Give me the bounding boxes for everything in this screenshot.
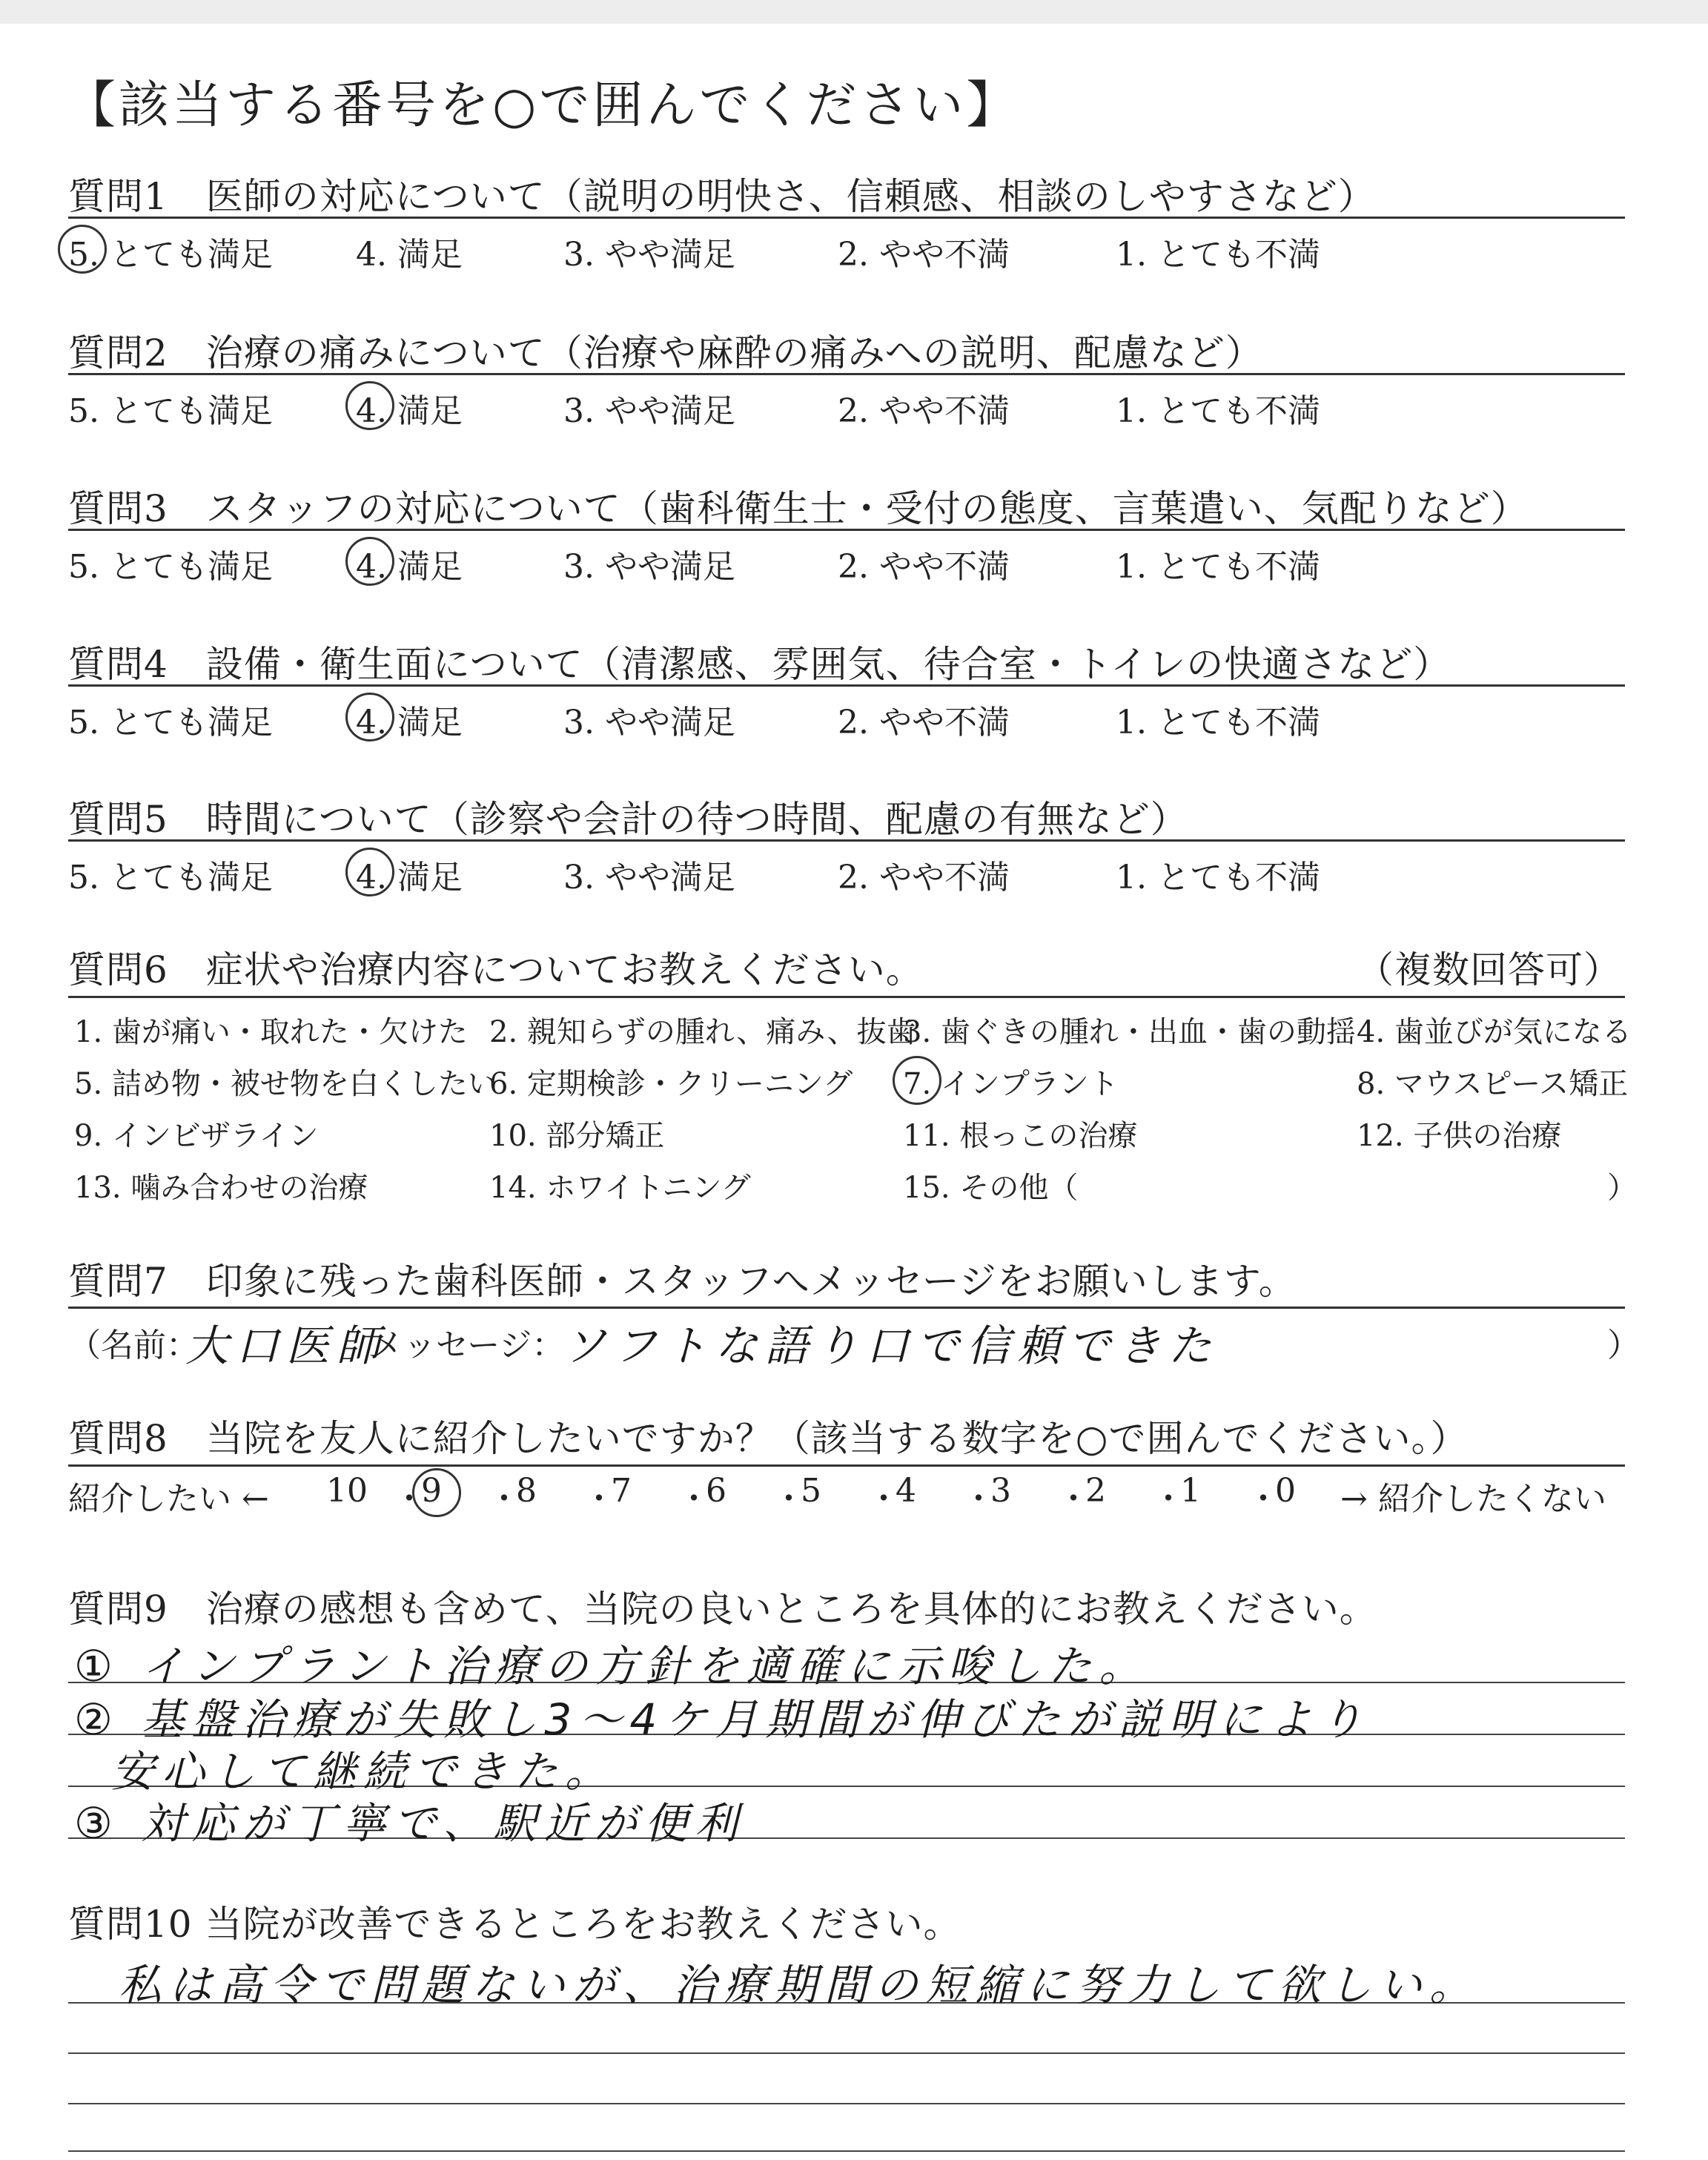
- q5-option-4[interactable]: 4. 満足: [356, 859, 463, 896]
- q2-option-4[interactable]: 4. 満足: [356, 392, 463, 430]
- q6-option-2[interactable]: 2. 親知らずの腫れ、痛み、抜歯: [489, 1015, 916, 1049]
- q2-option-3[interactable]: 3. やや満足: [563, 392, 735, 430]
- q1-option-2[interactable]: 2. やや不満: [838, 236, 1010, 274]
- q6-option-10[interactable]: 10. 部分矯正: [489, 1119, 665, 1153]
- q6-option-8[interactable]: 8. マウスピース矯正: [1357, 1067, 1629, 1101]
- q6-option-11[interactable]: 11. 根っこの治療: [903, 1119, 1138, 1153]
- q3-answer-circle: [345, 537, 394, 586]
- q9-answer-line-2: ② 基盤治療が失敗し3〜4ケ月期間が伸びたが説明により: [74, 1694, 1371, 1745]
- q2-rule: [68, 373, 1625, 375]
- q6-other-close: ）: [1607, 1171, 1637, 1205]
- q6-option-12[interactable]: 12. 子供の治療: [1357, 1119, 1562, 1153]
- q6-rule: [68, 996, 1625, 998]
- q8-rule: [68, 1464, 1625, 1467]
- q5-option-1[interactable]: 1. とても不満: [1116, 859, 1320, 896]
- q2-option-5[interactable]: 5. とても満足: [68, 392, 273, 430]
- q2-option-2[interactable]: 2. やや不満: [838, 392, 1010, 430]
- q10-title: 質問10 当院が改善できるところをお教えください。: [68, 1903, 961, 1946]
- q8-separator-dot: ・: [962, 1480, 995, 1518]
- q3-option-3[interactable]: 3. やや満足: [563, 548, 735, 586]
- q6-option-7[interactable]: 7. インプラント: [903, 1067, 1119, 1101]
- q2-title: 質問2 治療の痛みについて（治療や麻酔の痛みへの説明、配慮など）: [68, 331, 1263, 374]
- q9-title: 質問9 治療の感想も含めて、当院の良いところを具体的にお教えください。: [68, 1588, 1377, 1631]
- q2-option-1[interactable]: 1. とても不満: [1116, 392, 1320, 430]
- q5-option-5[interactable]: 5. とても満足: [68, 859, 273, 896]
- q4-title: 質問4 設備・衛生面について（清潔感、雰囲気、待合室・トイレの快適さなど）: [68, 643, 1452, 686]
- q8-number-4[interactable]: 4: [896, 1472, 916, 1510]
- q7-title: 質問7 印象に残った歯科医師・スタッフへメッセージをお願いします。: [68, 1260, 1297, 1303]
- q8-right-label: → 紹介したくない: [1340, 1480, 1606, 1518]
- scan-top-edge: [0, 0, 1708, 24]
- q4-option-1[interactable]: 1. とても不満: [1116, 704, 1320, 742]
- q8-separator-dot: ・: [772, 1480, 805, 1518]
- q7-name-label: （名前：: [68, 1327, 199, 1364]
- q6-option-1[interactable]: 1. 歯が痛い・取れた・欠けた: [74, 1015, 468, 1049]
- q1-option-5[interactable]: 5. とても満足: [68, 236, 273, 274]
- q8-number-0[interactable]: 0: [1275, 1472, 1296, 1510]
- q10-answer-line-1: 私は高令で問題ないが、治療期間の短縮に努力して欲しい。: [119, 1960, 1480, 2010]
- q5-option-2[interactable]: 2. やや不満: [838, 859, 1010, 896]
- q4-option-4[interactable]: 4. 満足: [356, 704, 463, 742]
- q5-answer-circle: [345, 848, 394, 896]
- q10-writing-line: [68, 2103, 1625, 2104]
- q3-title: 質問3 スタッフの対応について（歯科衛生士・受付の態度、言葉遣い、気配りなど）: [68, 487, 1529, 530]
- q8-title: 質問8 当院を友人に紹介したいですか？（該当する数字を○で囲んでください。）: [68, 1417, 1469, 1460]
- q1-option-3[interactable]: 3. やや満足: [563, 236, 735, 274]
- q7-close-paren: ）: [1607, 1327, 1640, 1364]
- q8-separator-dot: ・: [488, 1480, 520, 1518]
- q4-option-3[interactable]: 3. やや満足: [563, 704, 735, 742]
- q8-number-3[interactable]: 3: [990, 1472, 1011, 1510]
- q8-left-label: 紹介したい ←: [68, 1480, 269, 1518]
- q8-separator-dot: ・: [678, 1480, 710, 1518]
- q6-option-6[interactable]: 6. 定期検診・クリーニング: [489, 1067, 853, 1101]
- q8-separator-dot: ・: [393, 1480, 426, 1518]
- q8-answer-circle: [412, 1468, 461, 1517]
- q6-note: （複数回答可）: [1357, 948, 1621, 991]
- q8-number-9[interactable]: 9: [421, 1472, 442, 1510]
- q6-option-14[interactable]: 14. ホワイトニング: [489, 1171, 751, 1205]
- q10-writing-line: [68, 2150, 1625, 2152]
- q7-message-value: ソフトな語り口で信頼できた: [563, 1321, 1219, 1371]
- q8-separator-dot: ・: [867, 1480, 900, 1518]
- q8-separator-dot: ・: [1247, 1480, 1280, 1518]
- q5-option-3[interactable]: 3. やや満足: [563, 859, 735, 896]
- q4-option-5[interactable]: 5. とても満足: [68, 704, 273, 742]
- q9-answer-line-1: ① インプラント治療の方針を適確に示唆した。: [74, 1641, 1150, 1691]
- q4-option-2[interactable]: 2. やや不満: [838, 704, 1010, 742]
- q1-title: 質問1 医師の対応について（説明の明快さ、信頼感、相談のしやすさなど）: [68, 175, 1376, 218]
- q8-number-2[interactable]: 2: [1085, 1472, 1106, 1510]
- page-heading: 【該当する番号を○で囲んでください】: [65, 76, 1020, 135]
- q6-option-9[interactable]: 9. インビザライン: [74, 1119, 319, 1153]
- q3-option-1[interactable]: 1. とても不満: [1116, 548, 1320, 586]
- q8-number-7[interactable]: 7: [611, 1472, 632, 1510]
- q3-option-5[interactable]: 5. とても満足: [68, 548, 273, 586]
- q3-option-2[interactable]: 2. やや不満: [838, 548, 1010, 586]
- q6-option-5[interactable]: 5. 詰め物・被せ物を白くしたい: [74, 1067, 497, 1101]
- q8-number-8[interactable]: 8: [516, 1472, 537, 1510]
- q9-answer-line-3: 安心して継続できた。: [111, 1746, 616, 1797]
- q6-option-4[interactable]: 4. 歯並びが気になる: [1357, 1015, 1632, 1049]
- q8-separator-dot: ・: [1057, 1480, 1090, 1518]
- q9-answer-line-4: ③ 対応が丁寧で、駅近が便利: [74, 1798, 746, 1849]
- q4-rule: [68, 684, 1625, 687]
- q8-number-1[interactable]: 1: [1180, 1472, 1201, 1510]
- q10-writing-line: [68, 2052, 1625, 2054]
- q2-answer-circle: [345, 381, 394, 430]
- q6-title: 質問6 症状や治療内容についてお教えください。: [68, 948, 924, 991]
- q8-number-5[interactable]: 5: [801, 1472, 821, 1510]
- q5-title: 質問5 時間について（診察や会計の待つ時間、配慮の有無など）: [68, 798, 1188, 841]
- q6-option-15[interactable]: 15. その他（: [903, 1171, 1079, 1205]
- q8-number-6[interactable]: 6: [706, 1472, 726, 1510]
- q3-rule: [68, 529, 1625, 531]
- q6-answer-circle: [893, 1056, 941, 1105]
- q8-separator-dot: ・: [583, 1480, 615, 1518]
- q6-option-13[interactable]: 13. 噛み合わせの治療: [74, 1171, 368, 1205]
- q4-answer-circle: [345, 693, 394, 742]
- q1-answer-circle: [58, 225, 107, 274]
- q7-name-value: 大口医師: [185, 1321, 388, 1371]
- q3-option-4[interactable]: 4. 満足: [356, 548, 463, 586]
- q7-rule: [68, 1307, 1625, 1309]
- q7-message-label: メッセージ：: [371, 1327, 565, 1364]
- q1-option-1[interactable]: 1. とても不満: [1116, 236, 1320, 274]
- q8-number-10[interactable]: 10: [326, 1472, 368, 1510]
- q1-option-4[interactable]: 4. 満足: [356, 236, 463, 274]
- q1-rule: [68, 217, 1625, 219]
- q8-separator-dot: ・: [1152, 1480, 1185, 1518]
- q5-rule: [68, 839, 1625, 842]
- q6-option-3[interactable]: 3. 歯ぐきの腫れ・出血・歯の動揺: [903, 1015, 1356, 1049]
